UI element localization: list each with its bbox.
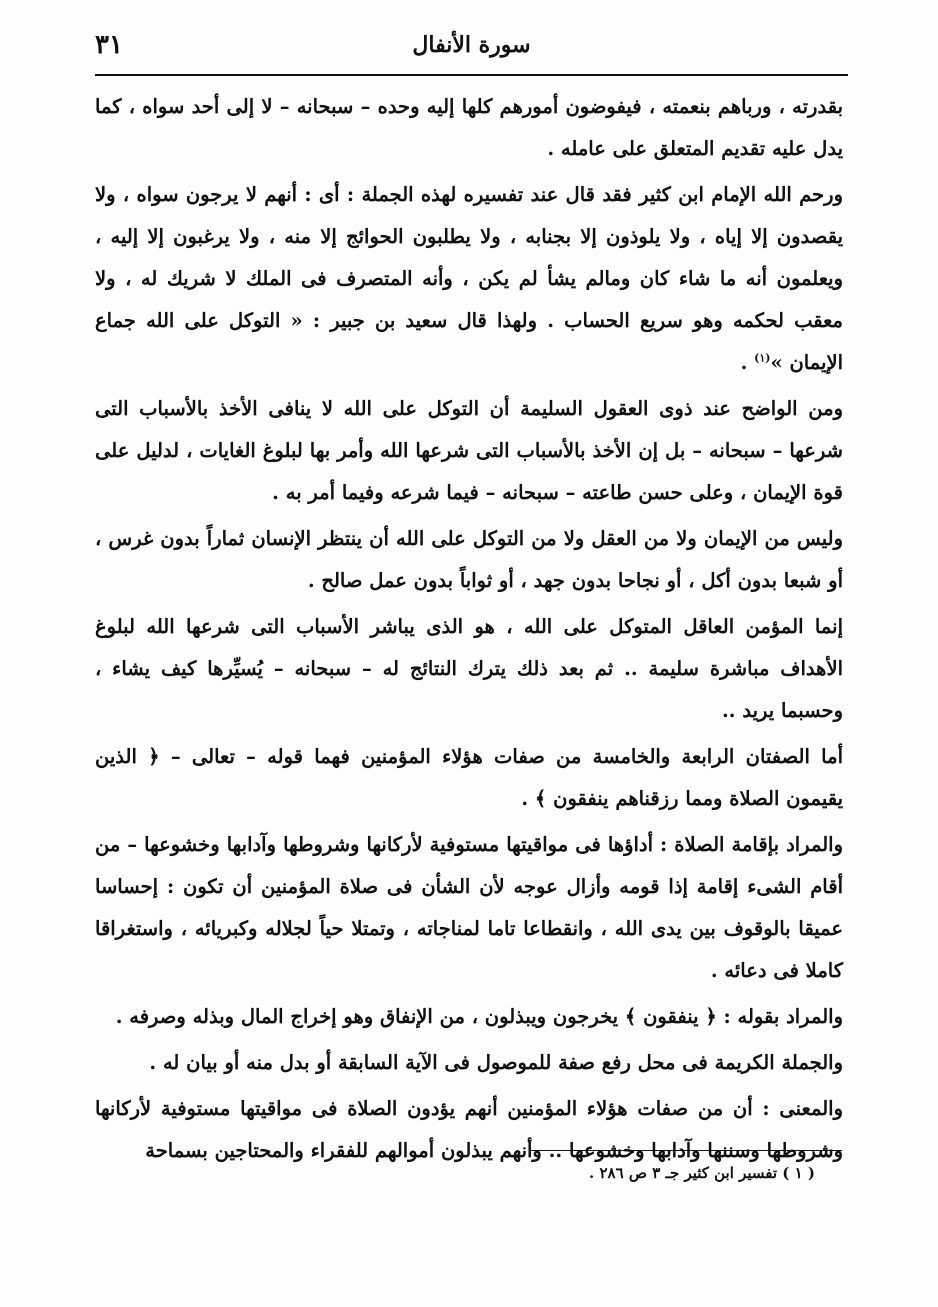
footnote-divider bbox=[530, 1150, 842, 1151]
paragraph-1: بقدرته ، ورباهم بنعمته ، فيفوضون أمورهم كلها إليه وحده – سبحانه – لا إلى أحد سواه ، كما يدل عليه تقديم المتعلق على عامله . bbox=[95, 95, 843, 160]
paragraph-4: وليس من الإيمان ولا من العقل ولا من التوكل على الله أن ينتظر الإنسان ثماراً بدون غرس ، أو شبعا بدون أكل ، أو نجاحا بدون جهد ، أو ثواباً بدون عمل صالح . bbox=[95, 527, 843, 592]
surah-title: سورة الأنفال bbox=[412, 32, 531, 58]
paragraph-10: والمعنى : أن من صفات هؤلاء المؤمنين أنهم يؤدون الصلاة فى مواقيتها مستوفية لأركانها وشروطها وسننها وآدابها وخشوعها .. وأنهم يبذلون أموالهم للفقراء والمحتاجين بسماحة bbox=[95, 1097, 843, 1162]
paragraph-2-text: ورحم الله الإمام ابن كثير فقد قال عند تفسيره لهذه الجملة : أى : أنهم لا يرجون سواه ، ولا يقصدون إلا إياه ، ولا يلوذون إلا بجنابه ، ولا يطلبون الحوائج إلا منه ، ولا يرغبون إلا إليه ، ويعلمون أنه ما شاء كان ومالم يشأ لم يكن ، وأنه المتصرف فى الملك لا شريك له ، ولا معقب لحكمه وهو سريع الحساب . ولهذا قال سعيد بن جبير : « التوكل على الله جماع الإيمان » bbox=[95, 183, 843, 374]
body-text bbox=[95, 86, 843, 1176]
page-number: ٣١ bbox=[95, 30, 123, 60]
paragraph-9: والجملة الكريمة فى محل رفع صفة للموصول فى الآية السابقة أو بدل منه أو بيان له . bbox=[149, 1051, 843, 1074]
footnote: ( ١ ) تفسير ابن كثير جـ ٣ ص ٢٨٦ . bbox=[589, 1164, 815, 1182]
paragraph-2 bbox=[95, 174, 843, 384]
page-header bbox=[95, 26, 848, 70]
paragraph-6: أما الصفتان الرابعة والخامسة من صفات هؤلاء المؤمنين فهما قوله – تعالى – ﴿ الذين يقيمون الصلاة ومما رزقناهم ينفقون ﴾ . bbox=[95, 745, 843, 810]
paragraph-7: والمراد بإقامة الصلاة : أداؤها فى مواقيتها مستوفية لأركانها وشروطها وآدابها وخشوعها – من أقام الشىء إقامة إذا قومه وأزال عوجه لأن الشأن فى صلاة المؤمنين أن تكون : إحساسا عميقا بالوقوف بين يدى الله ، وانقطاعا تاما لمناجاته ، وتمتلا حياً لجلاله وكبريائه ، واستغراقا كاملا فى دعائه . bbox=[95, 833, 843, 982]
paragraph-3: ومن الواضح عند ذوى العقول السليمة أن التوكل على الله لا ينافى الأخذ بالأسباب التى شرعها – سبحانه – بل إن الأخذ بالأسباب التى شرعها الله وأمر بها لبلوغ الغايات ، لدليل على قوة الإيمان ، وعلى حسن طاعته – سبحانه – فيما شرعه وفيما أمر به . bbox=[95, 397, 843, 504]
paragraph-2-tail: . bbox=[740, 351, 755, 374]
footnote-marker[interactable]: (١) bbox=[754, 351, 771, 365]
paragraph-8: والمراد بقوله : ﴿ ينفقون ﴾ يخرجون ويبذلون ، من الإنفاق وهو إخراج المال وبذله وصرفه . bbox=[115, 1005, 843, 1028]
paragraph-5: إنما المؤمن العاقل المتوكل على الله ، هو الذى يباشر الأسباب التى شرعها الله لبلوغ الأهداف مباشرة سليمة .. ثم بعد ذلك يترك النتائج له – سبحانه – يُسيِّرها كيف يشاء ، وحسبما يريد .. bbox=[95, 615, 843, 722]
header-divider bbox=[95, 74, 848, 76]
